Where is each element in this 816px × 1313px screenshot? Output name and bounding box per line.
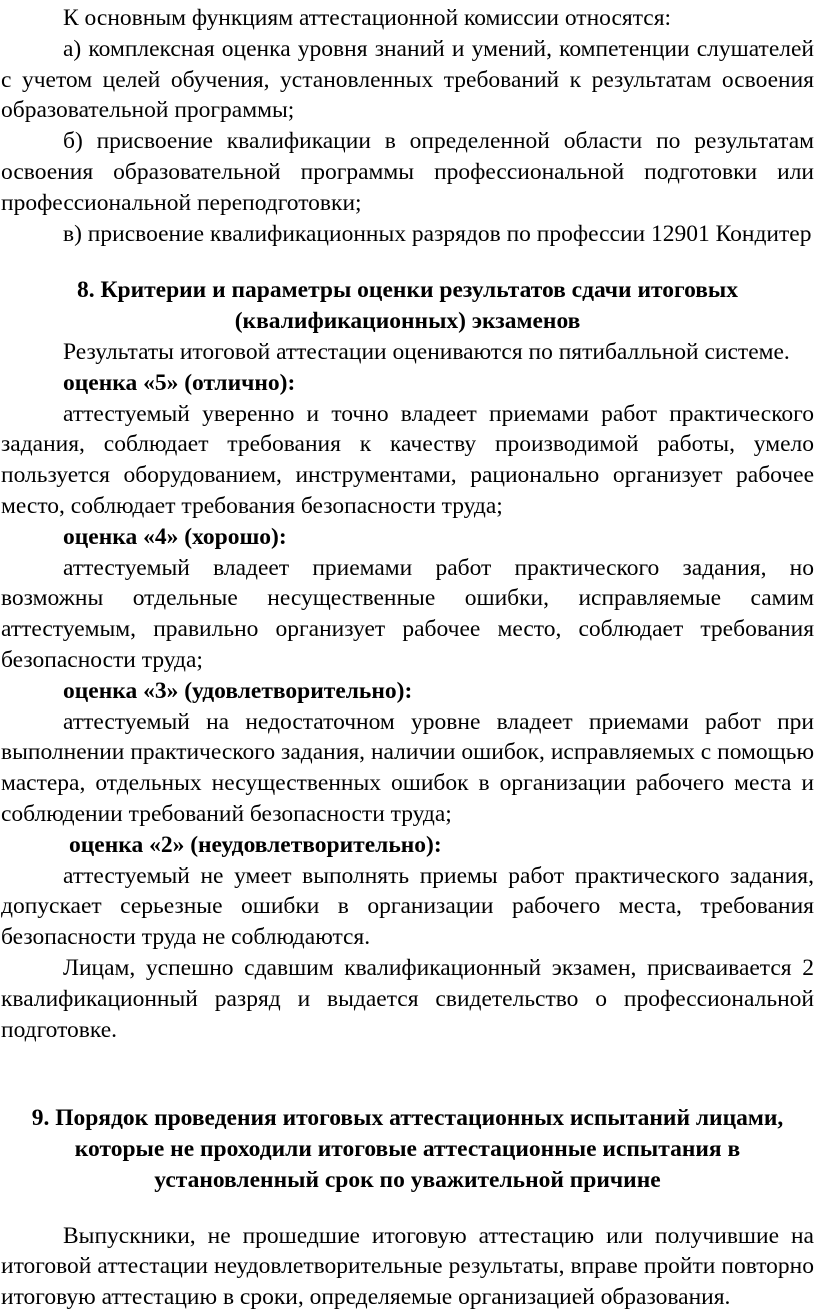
- grade-5-title: оценка «5» (отлично):: [63, 369, 296, 396]
- function-item-b: б) присвоение квалификации в определенной области по результатам освоения образовательной программы профессиональной подготовки или профессиональной переподготовки;: [1, 128, 814, 216]
- grade-4-title: оценка «4» (хорошо):: [63, 523, 287, 550]
- section-8-heading: 8. Критерии и параметры оценки результатов сдачи итоговых (квалификационных) экзаменов: [76, 277, 739, 335]
- section-8-closing: Лицам, успешно сдавшим квалификационный экзамен, присваивается 2 квалификационный разряд и выдается свидетельство о профессиональной подготовке.: [1, 954, 814, 1043]
- grade-4-text: аттестуемый владеет приемами работ практического задания, но возможны отдельные несущественные ошибки, исправляемые самим аттестуемым, правильно организует рабочее место, соблюдает требования безопасности труда;: [1, 554, 814, 673]
- section-9-text: Выпускники, не прошедшие итоговую аттестацию или получившие на итоговой аттестации неудовлетворительные результаты, вправе пройти повторно итоговую аттестацию в сроки, определяемые организацией образования.: [1, 1222, 814, 1311]
- grade-5-text: аттестуемый уверенно и точно владеет приемами работ практического задания, соблюдает требования к качеству производимой работы, умело пользуется оборудованием, инструментами, рационально организует рабочее место, соблюдает требования безопасности труда;: [1, 400, 814, 519]
- grade-3-text: аттестуемый на недостаточном уровне владеет приемами работ при выполнении практического задания, наличии ошибок, исправляемых с помощью мастера, отдельных несущественных ошибок в организации рабочего места и соблюдении требований безопасности труда;: [1, 708, 814, 827]
- section-9-heading: 9. Порядок проведения итоговых аттестационных испытаний лицами, которые не проходили итоговые аттестационные испытания в установленный срок по уважительной причине: [31, 1105, 784, 1193]
- grade-3-title: оценка «3» (удовлетворительно):: [63, 677, 413, 704]
- function-item-c: в) присвоение квалификационных разрядов по профессии 12901 Кондитер: [63, 220, 812, 247]
- function-item-a: а) комплексная оценка уровня знаний и умений, компетенции слушателей с учетом целей обучения, установленных требований к результатам освоения образовательной программы;: [1, 35, 814, 124]
- grade-2-text: аттестуемый не умеет выполнять приемы работ практического задания, допускает серьезные ошибки в организации рабочего места, требования безопасности труда не соблюдаются.: [1, 862, 814, 951]
- grade-2-title: оценка «2» (неудовлетворительно):: [69, 831, 442, 858]
- functions-intro: К основным функциям аттестационной комиссии относятся:: [63, 5, 672, 31]
- section-8-lead: Результаты итоговой аттестации оцениваются по пятибалльной системе.: [63, 338, 790, 365]
